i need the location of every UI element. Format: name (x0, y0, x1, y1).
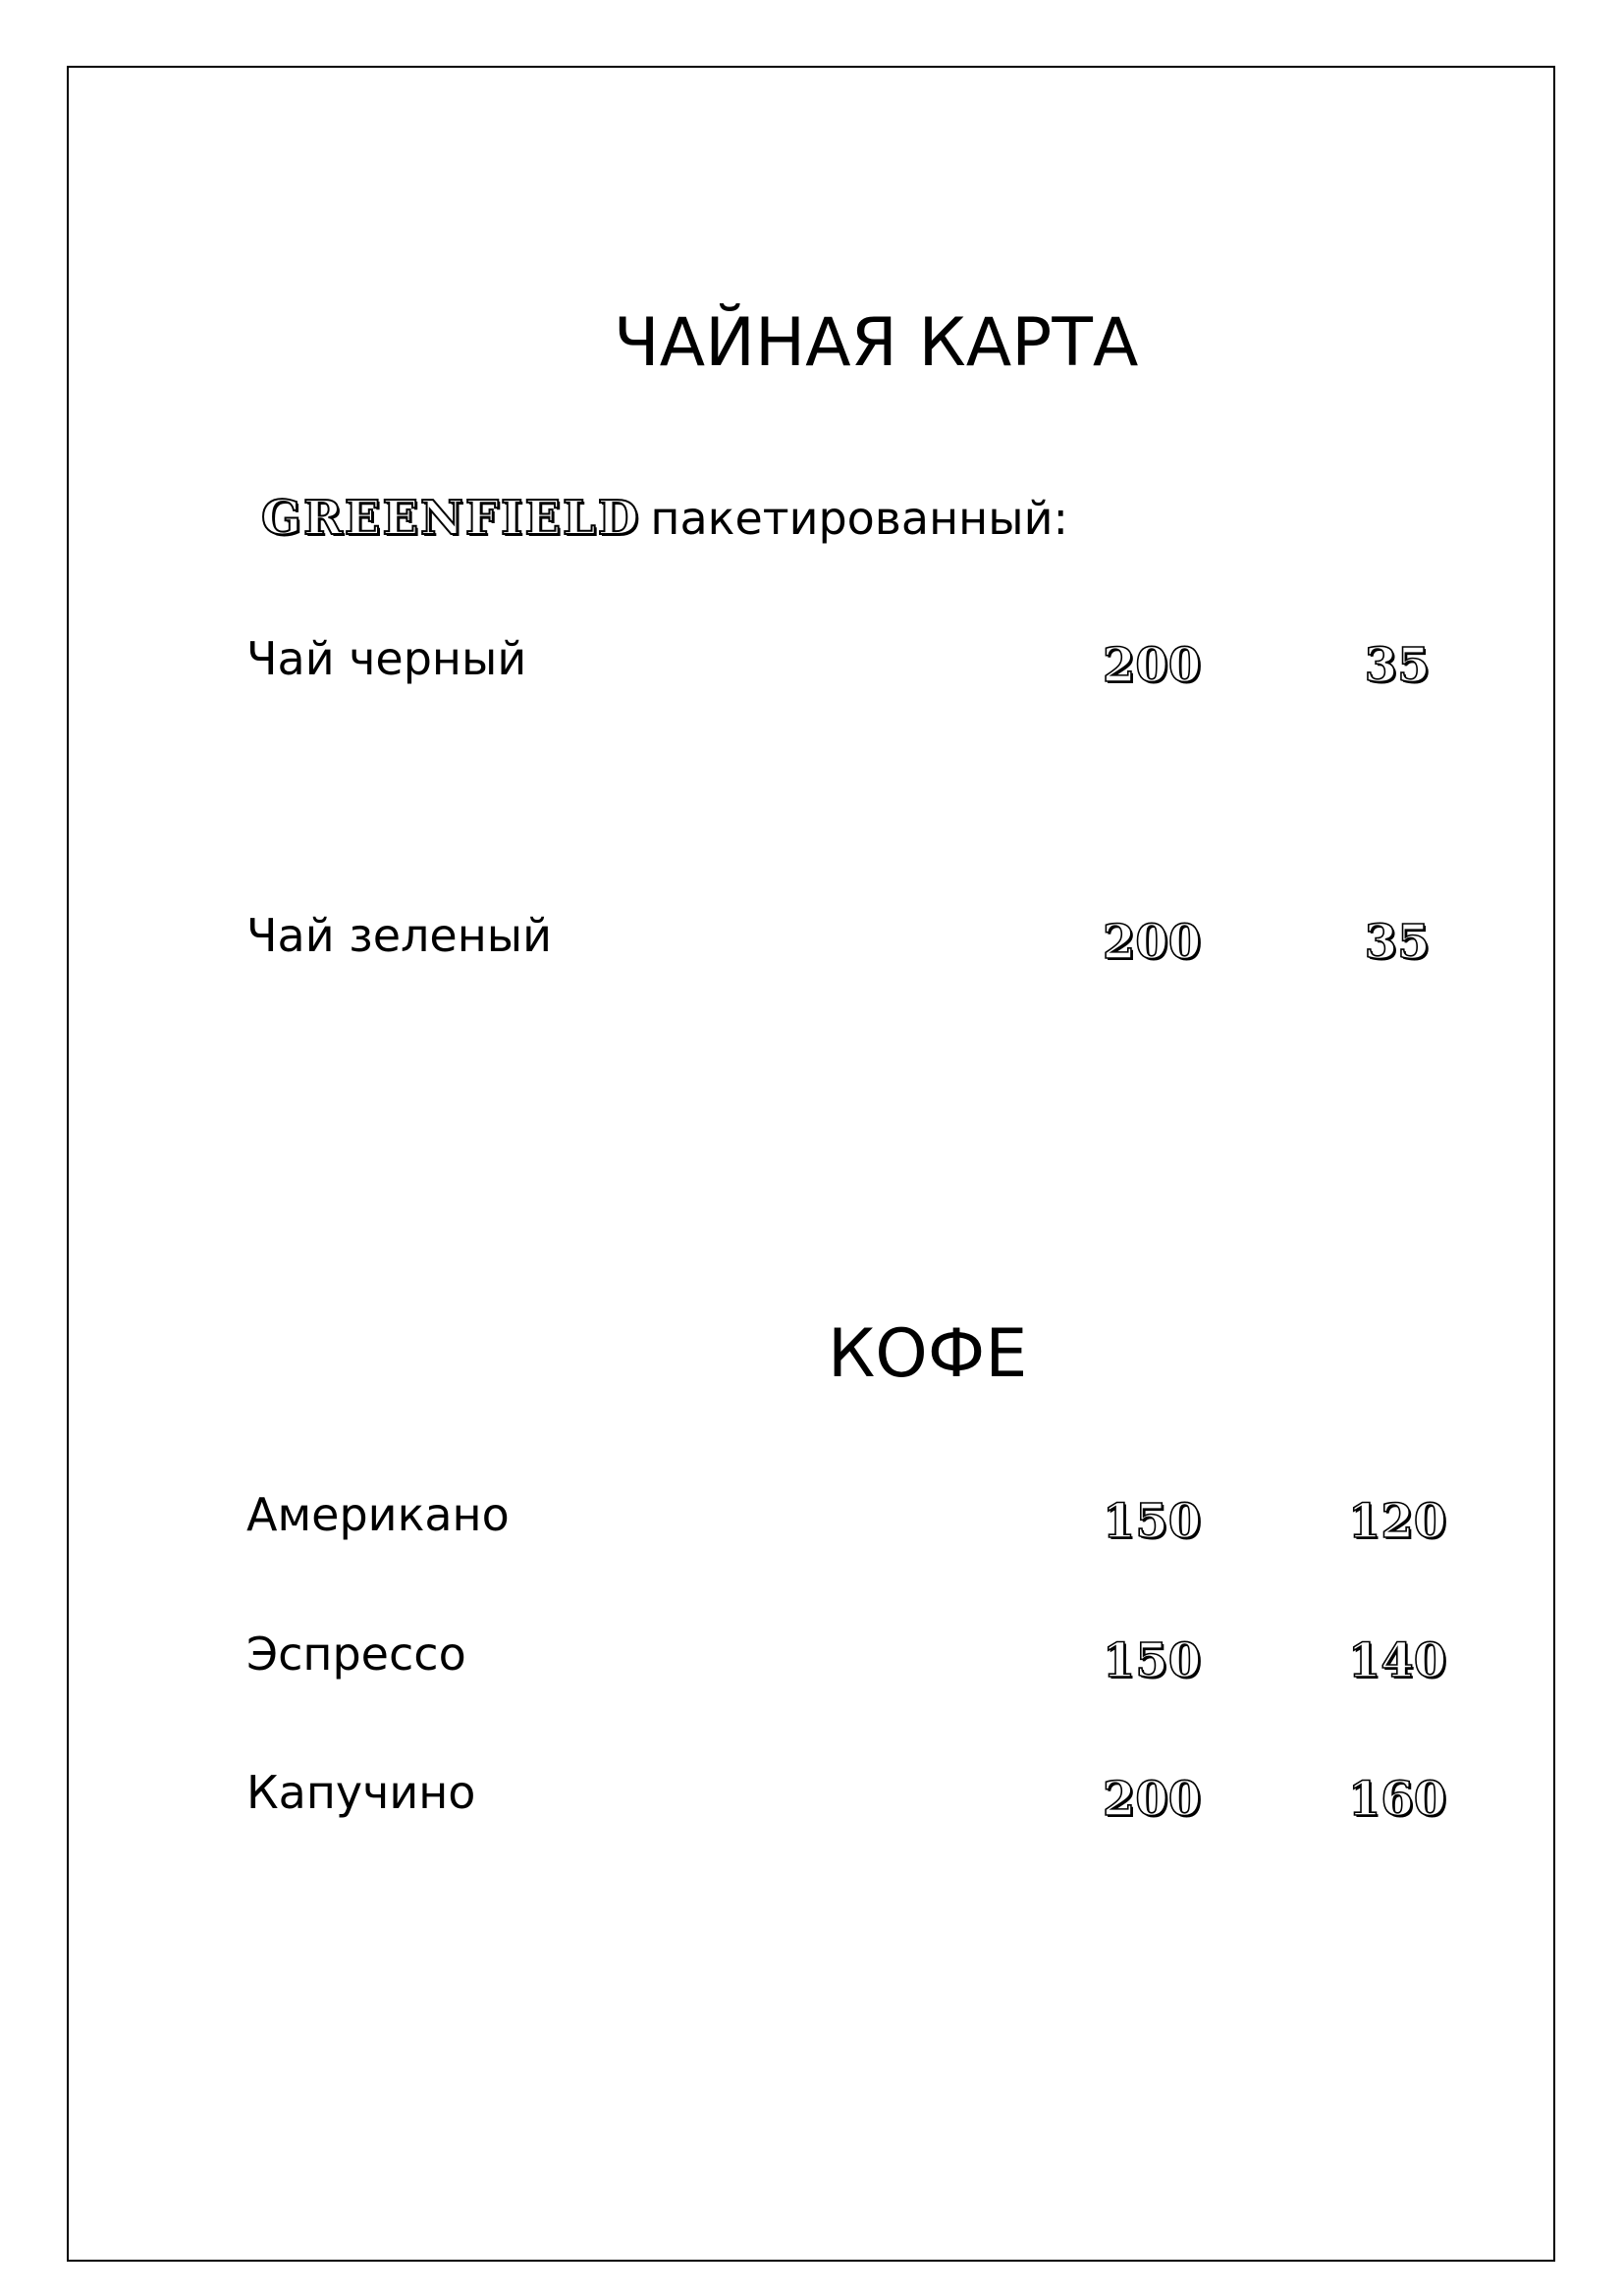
item-volume: 200 (1102, 638, 1202, 693)
tea-subtitle (261, 491, 1068, 546)
item-volume: 200 (1102, 915, 1202, 970)
coffee-menu-title: КОФЕ (828, 1315, 1028, 1393)
item-volume: 150 (1102, 1633, 1202, 1688)
item-price: 160 (1347, 1772, 1447, 1827)
item-name: Американо (246, 1488, 510, 1541)
item-price: 35 (1364, 638, 1431, 693)
tea-subtitle-text: пакетированный: (650, 492, 1068, 545)
item-volume: 200 (1102, 1772, 1202, 1827)
item-price: 120 (1347, 1494, 1447, 1549)
item-name: Капучино (246, 1766, 476, 1819)
item-volume: 150 (1102, 1494, 1202, 1549)
item-price: 140 (1347, 1633, 1447, 1688)
tea-menu-title: ЧАЙНАЯ КАРТА (614, 304, 1139, 382)
item-name: Эспрессо (246, 1628, 466, 1681)
menu-item (0, 909, 1624, 972)
brand-name: GREENFIELD (261, 491, 641, 546)
item-name: Чай черный (246, 632, 527, 685)
item-price: 35 (1364, 915, 1431, 970)
menu-item (0, 1628, 1624, 1690)
page-border (67, 66, 1555, 2262)
menu-item (0, 632, 1624, 695)
menu-item (0, 1488, 1624, 1551)
item-name: Чай зеленый (246, 909, 552, 962)
menu-item (0, 1766, 1624, 1829)
